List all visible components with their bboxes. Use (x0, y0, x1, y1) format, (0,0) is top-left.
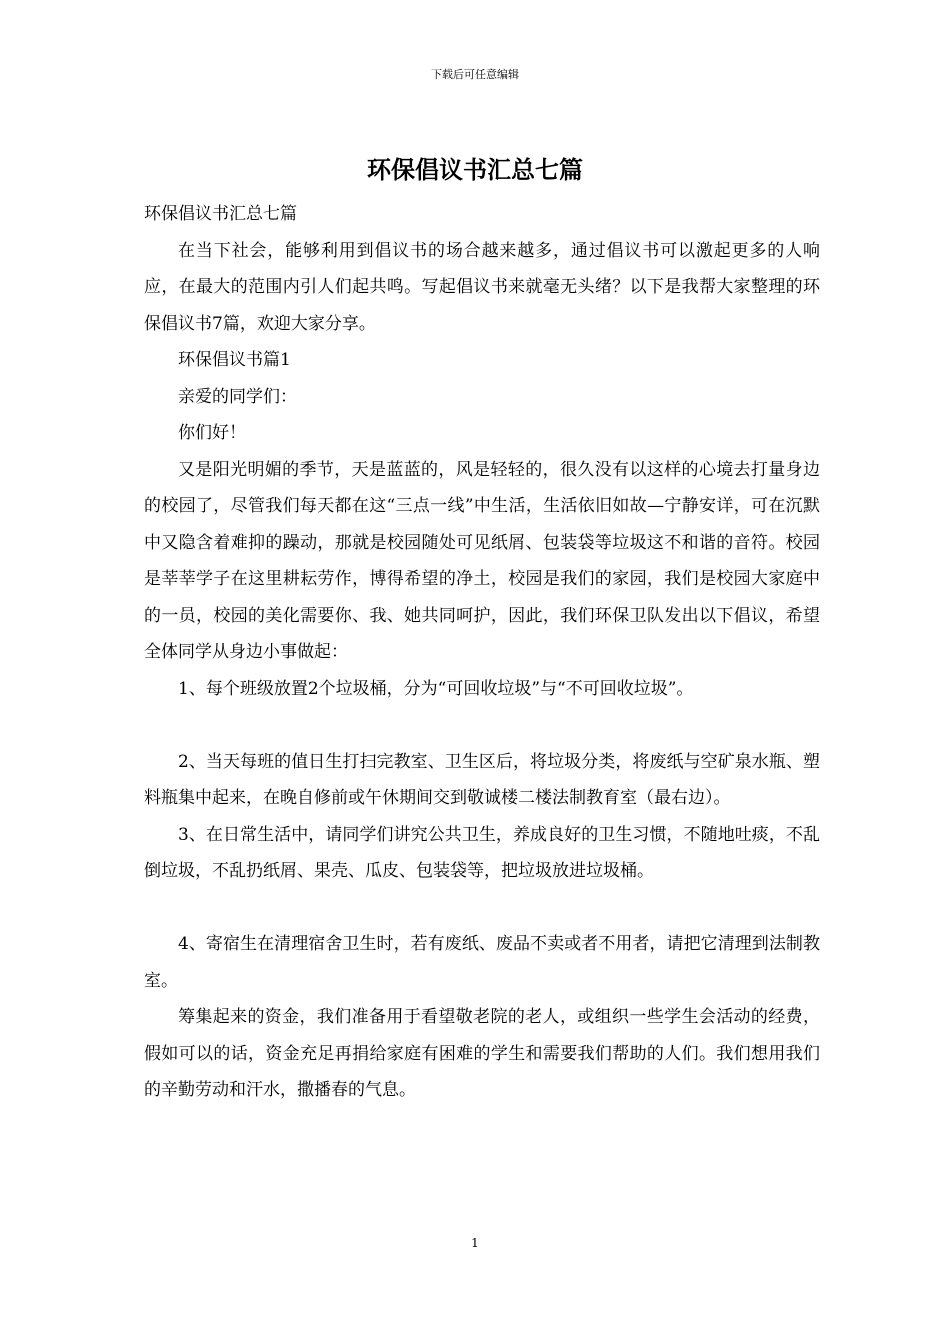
salutation: 亲爱的同学们： (178, 386, 297, 407)
document-body (144, 196, 820, 1109)
intro-paragraph: 在当下社会，能够利用到倡议书的场合越来越多，通过倡议书可以激起更多的人响应，在最大的范围内引人们起共鸣。写起倡议书来就毫无头绪？以下是我帮大家整理的环保倡议书7篇，欢迎大家分享。 (144, 240, 820, 334)
body-paragraph: 又是阳光明媚的季节，天是蓝蓝的，风是轻轻的，很久没有以这样的心境去打量身边的校园了，尽管我们每天都在这“三点一线”中生活，生活依旧如故—宁静安详，可在沉默中又隐含着难抑的躁动，那就是校园随处可见纸屑、包装袋等垃圾这不和谐的音符。校园是莘莘学子在这里耕耘劳作，博得希望的净土，校园是我们的家园，我们是校园大家庭中的一员，校园的美化需要你、我、她共同呵护，因此，我们环保卫队发出以下倡议，希望全体同学从身边小事做起： (144, 459, 820, 662)
closing-paragraph: 筹集起来的资金，我们准备用于看望敬老院的老人，或组织一些学生会活动的经费，假如可以的话，资金充足再捐给家庭有困难的学生和需要我们帮助的人们。我们想用我们的辛勤劳动和汗水，撒播春的气息。 (144, 1007, 820, 1100)
page-number: 1 (471, 1236, 479, 1250)
section-heading: 环保倡议书篇1 (178, 350, 291, 370)
document-title: 环保倡议书汇总七篇 (367, 155, 583, 184)
greeting: 你们好！ (178, 423, 246, 443)
subtitle-paragraph: 环保倡议书汇总七篇 (144, 204, 297, 224)
list-item-3: 3、在日常生活中，请同学们讲究公共卫生，养成良好的卫生习惯，不随地吐痰，不乱倒垃圾，不乱扔纸屑、果壳、瓜皮、包装袋等，把垃圾放进垃圾桶。 (144, 824, 820, 881)
list-item-1: 1、每个班级放置2个垃圾桶，分为“可回收垃圾”与“不可回收垃圾”。 (178, 678, 694, 699)
list-item-2: 2、当天每班的值日生打扫完教室、卫生区后，将垃圾分类，将废纸与空矿泉水瓶、塑料瓶集中起来，在晚自修前或午休期间交到敬诚楼二楼法制教育室（最右边）。 (144, 751, 820, 808)
page-header-note: 下载后可任意编辑 (431, 68, 519, 81)
list-item-4: 4、寄宿生在清理宿舍卫生时，若有废纸、废品不卖或者不用者，请把它清理到法制教室。 (144, 934, 820, 991)
